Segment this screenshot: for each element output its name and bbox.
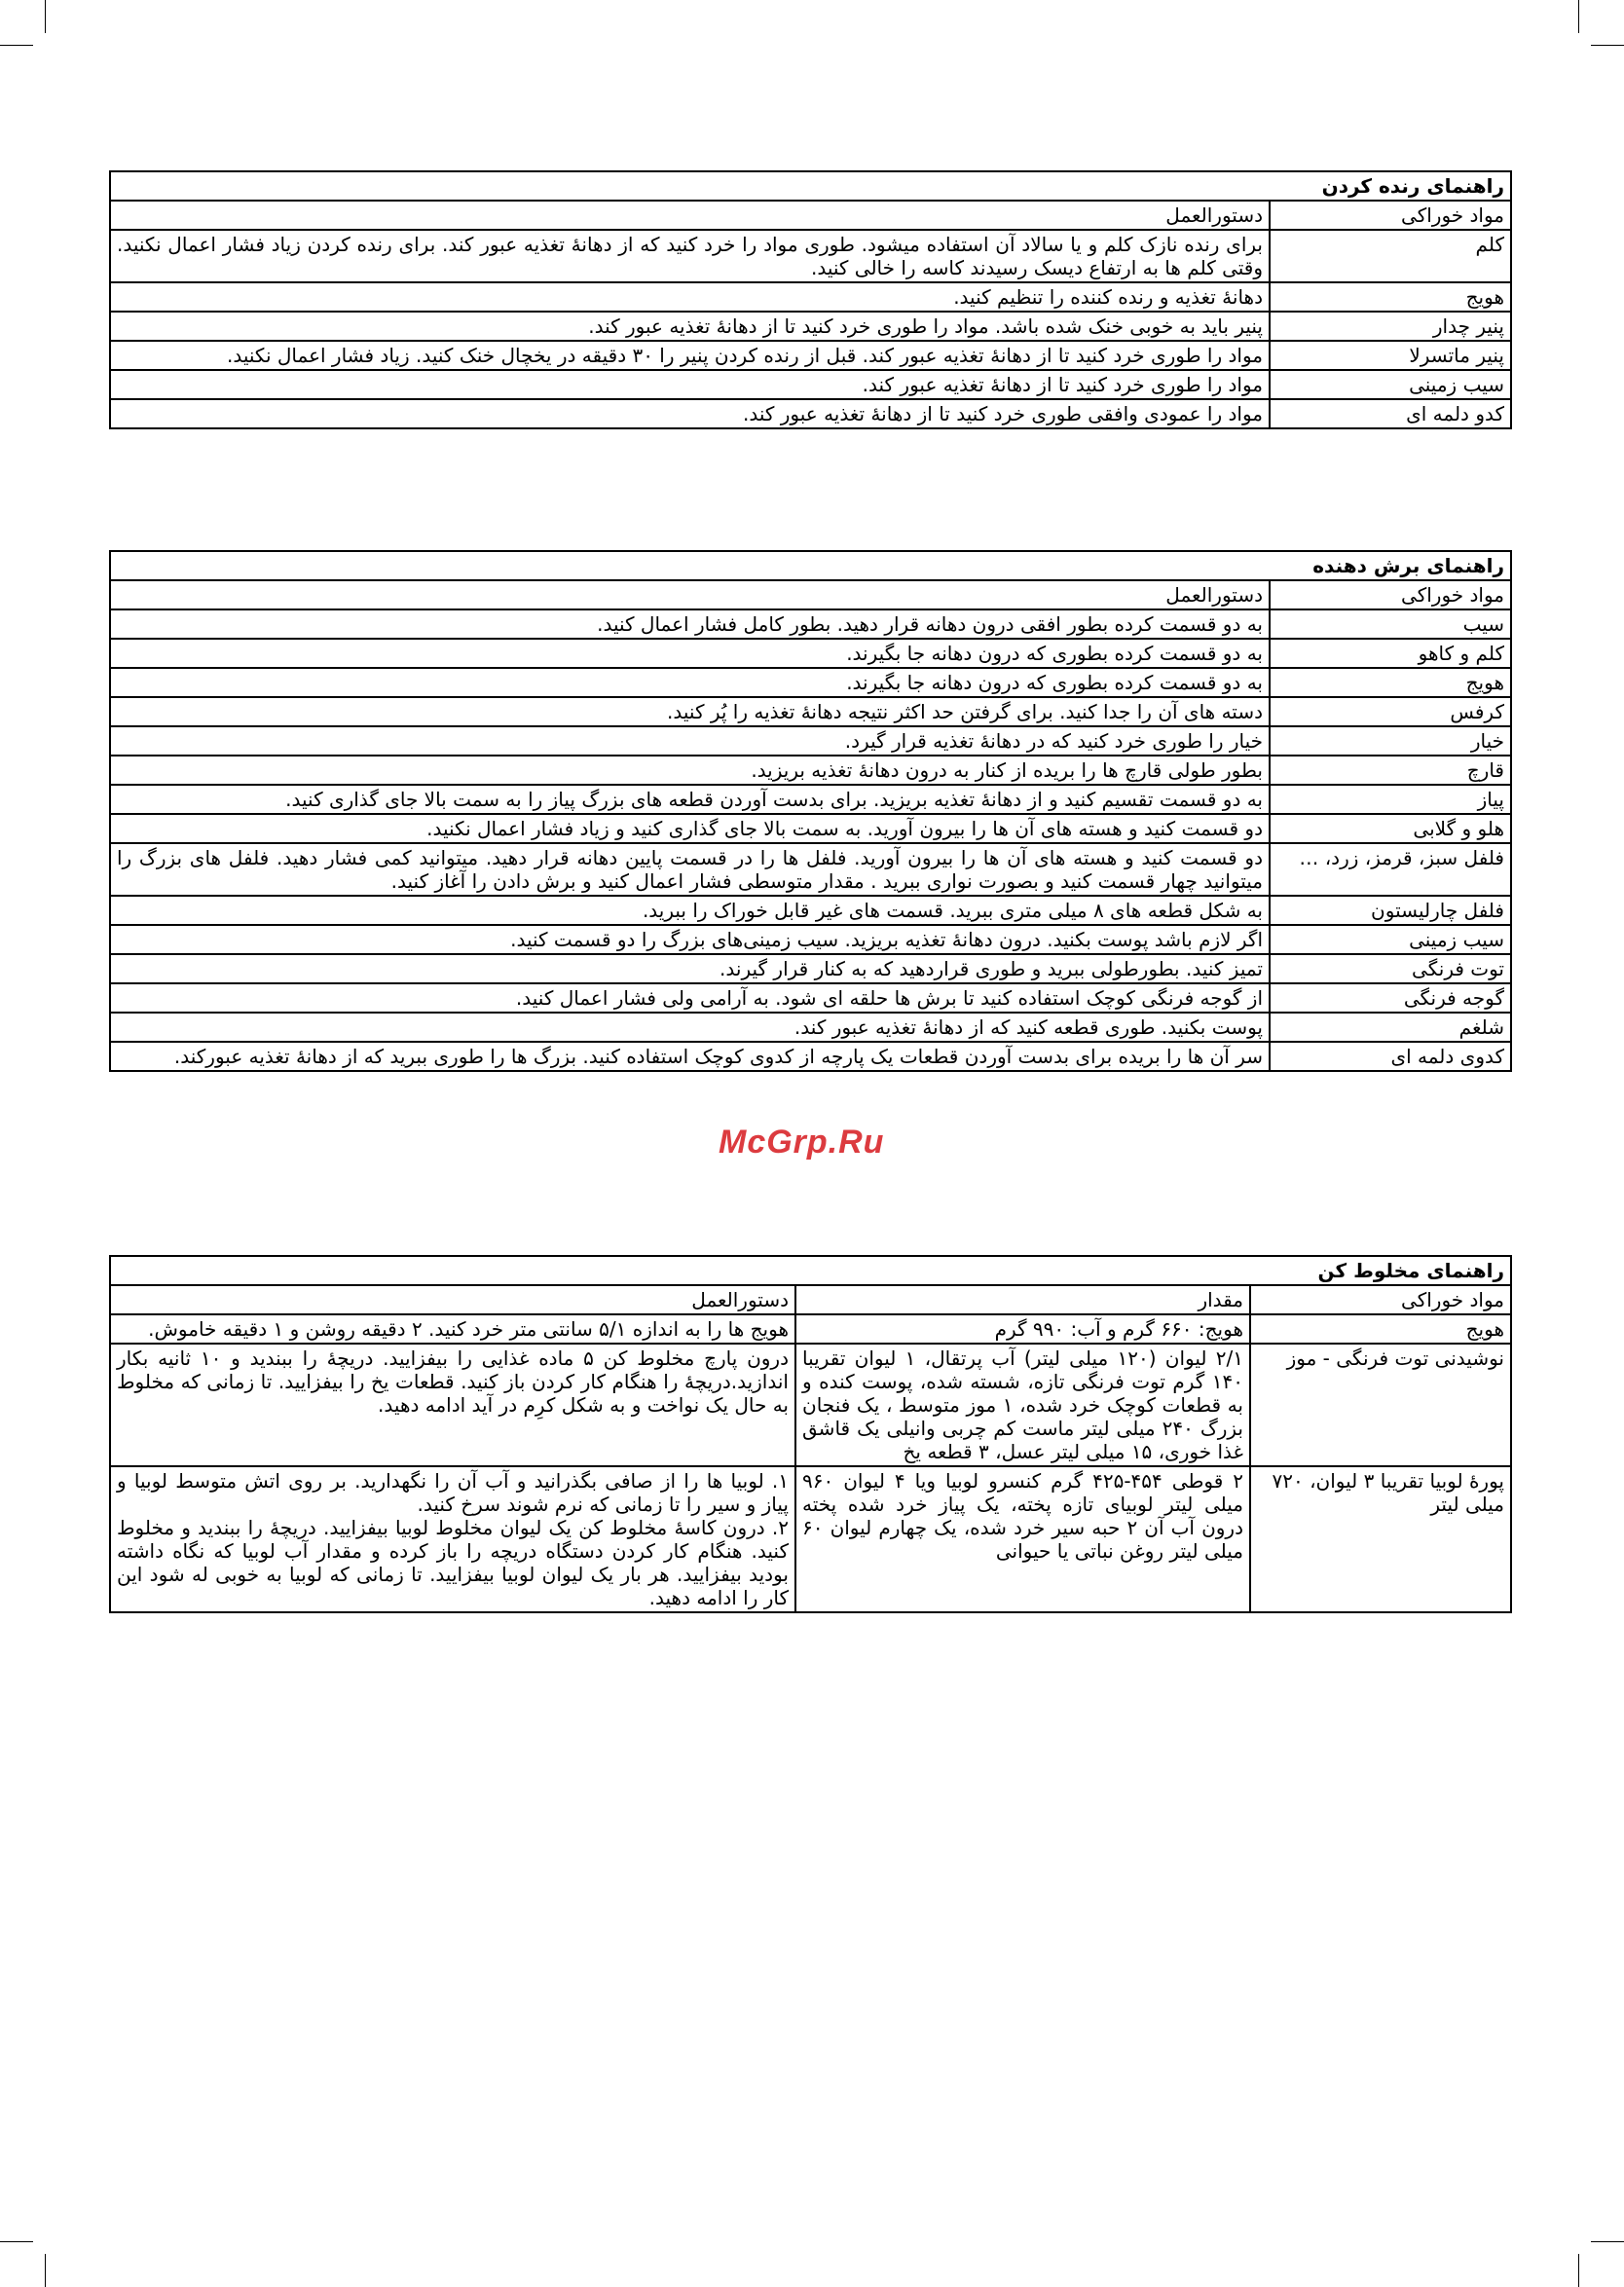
instructions-cell — [110, 1466, 795, 1612]
instructions-cell: به دو قسمت تقسیم کنید و از دهانهٔ تغذیه بریزید. برای بدست آوردن قطعه های بزرگ پیاز را به سمت بالا جای گذاری کنید. — [110, 785, 1270, 814]
food-column-header: مواد خوراکی — [1270, 580, 1511, 609]
table-row — [110, 814, 1511, 843]
table-row — [110, 983, 1511, 1013]
food-cell: نوشیدنی توت فرنگی - موز — [1250, 1344, 1511, 1466]
food-cell: سیب زمینی — [1270, 370, 1511, 399]
food-cell: کلم و کاهو — [1270, 639, 1511, 668]
food-column-header: مواد خوراکی — [1250, 1285, 1511, 1314]
food-cell: پنیر ماتسرلا — [1270, 341, 1511, 370]
food-cell: فلفل سبز، قرمز، زرد، … — [1270, 843, 1511, 896]
table-header-row — [110, 201, 1511, 230]
food-cell: سیب زمینی — [1270, 925, 1511, 954]
slicer-guide-table — [109, 550, 1512, 1072]
food-cell: هویج — [1270, 668, 1511, 697]
table-row — [110, 282, 1511, 312]
table-row — [110, 399, 1511, 428]
instructions-cell: دو قسمت کنید و هسته های آن ها را بیرون آورید. به سمت بالا جای گذاری کنید و زیاد فشار اعمال نکنید. — [110, 814, 1270, 843]
food-cell: خیار — [1270, 726, 1511, 756]
food-column-header: مواد خوراکی — [1270, 201, 1511, 230]
watermark-logo: McGrp.Ru — [719, 1124, 885, 1161]
instructions-cell: دهانهٔ تغذیه و رنده کننده را تنظیم کنید. — [110, 282, 1270, 312]
table-row — [110, 1344, 1511, 1466]
food-cell: کلم — [1270, 230, 1511, 282]
table-row — [110, 1466, 1511, 1612]
food-cell: پورهٔ لوبیا تقریبا ۳ لیوان، ۷۲۰ میلی لیتر — [1250, 1466, 1511, 1612]
crop-mark — [1591, 45, 1624, 46]
instruction-step: ۲. درون کاسهٔ مخلوط کن یک لیوان مخلوط لوبیا بیفزایید. دریچهٔ را ببندید و مخلوط کنید. هنگام کار کردن دستگاه دریچه را باز کرده و مقدار آب لوبیا که نگاه داشته بودید بیفزایید. هر بار یک لیوان لوبیا بیفزایید. تا زمانی که لوبیا به خوبی له شود این کار را ادامه دهید. — [117, 1516, 789, 1609]
food-cell: توت فرنگی — [1270, 954, 1511, 983]
food-cell: هویج — [1270, 282, 1511, 312]
table-row — [110, 726, 1511, 756]
table-row — [110, 230, 1511, 282]
crop-mark — [1578, 0, 1579, 33]
instructions-cell: مواد را طوری خرد کنید تا از دهانهٔ تغذیه عبور کند. قبل از رنده کردن پنیر را ۳۰ دقیقه در یخچال خنک کنید. زیاد فشار اعمال نکنید. — [110, 341, 1270, 370]
table-row — [110, 925, 1511, 954]
table-row — [110, 1314, 1511, 1344]
instructions-cell: به دو قسمت کرده بطوری که درون دهانه جا بگیرند. — [110, 639, 1270, 668]
food-cell: سیب — [1270, 609, 1511, 639]
instruction-step: ۱. لوبیا ها را از صافی بگذرانید و آب آن را نگهدارید. بر روی اتش متوسط لوبیا و پیاز و سیر را تا زمانی که نرم شوند سرخ کنید. — [117, 1469, 789, 1516]
amount-cell: ۲/۱ لیوان (۱۲۰ میلی لیتر) آب پرتقال، ۱ لیوان تقریبا ۱۴۰ گرم توت فرنگی تازه، شسته شده، پوست کنده و به قطعات کوچک خرد شده، ۱ موز متوسط ، یک فنجان بزرگ ۲۴۰ میلی لیتر ماست کم چربی وانیلی یک قاشق غذا خوری، ۱۵ میلی لیتر عسل، ۳ قطعه یخ — [795, 1344, 1250, 1466]
food-cell: شلغم — [1270, 1013, 1511, 1042]
instructions-cell: سر آن ها را بریده برای بدست آوردن قطعات یک پارچه از کدوی کوچک استفاده کنید. بزرگ ها را طوری ببرید که از دهانهٔ تغذیه عبورکند. — [110, 1042, 1270, 1071]
instructions-cell: تمیز کنید. بطورطولی ببرید و طوری قراردهید که به کنار قرار گیرند. — [110, 954, 1270, 983]
food-cell: کدو دلمه ای — [1270, 399, 1511, 428]
table-header-row — [110, 1285, 1511, 1314]
grater-guide-table — [109, 170, 1512, 429]
slicer-guide-title: راهنمای برش دهنده — [110, 551, 1511, 580]
instructions-cell: هویج ها را به اندازه ۵/۱ سانتی متر خرد کنید. ۲ دقیقه روشن و ۱ دقیقه خاموش. — [110, 1314, 795, 1344]
instructions-cell: پوست بکنید. طوری قطعه کنید که از دهانهٔ تغذیه عبور کند. — [110, 1013, 1270, 1042]
instructions-column-header: دستورالعمل — [110, 580, 1270, 609]
food-cell: پنیر چدار — [1270, 312, 1511, 341]
crop-mark — [0, 2241, 33, 2242]
table-row — [110, 370, 1511, 399]
table-header-row — [110, 580, 1511, 609]
grater-guide-title: راهنمای رنده کردن — [110, 171, 1511, 201]
amount-column-header: مقدار — [795, 1285, 1250, 1314]
food-cell: پیاز — [1270, 785, 1511, 814]
instructions-cell: خیار را طوری خرد کنید که در دهانهٔ تغذیه قرار گیرد. — [110, 726, 1270, 756]
instructions-cell: به دو قسمت کرده بطور افقی درون دهانه قرار دهید. بطور کامل فشار اعمال کنید. — [110, 609, 1270, 639]
table-row — [110, 639, 1511, 668]
food-cell: هلو و گلابی — [1270, 814, 1511, 843]
table-row — [110, 756, 1511, 785]
instructions-cell: اگر لازم باشد پوست بکنید. درون دهانهٔ تغذیه بریزید. سیب زمینی‌های بزرگ را دو قسمت کنید. — [110, 925, 1270, 954]
instructions-cell: دسته های آن را جدا کنید. برای گرفتن حد اکثر نتیجه دهانهٔ تغذیه را پُر کنید. — [110, 697, 1270, 726]
table-row — [110, 1042, 1511, 1071]
table-row — [110, 697, 1511, 726]
table-row — [110, 668, 1511, 697]
blender-guide-title: راهنمای مخلوط کن — [110, 1256, 1511, 1285]
table-row — [110, 1013, 1511, 1042]
instructions-cell: دو قسمت کنید و هسته های آن ها را بیرون آورید. فلفل ها را در قسمت پایین دهانه قرار دهید. میتوانید کمی فشار دهید. فلفل های بزرگ را میتوانید چهار قسمت کنید و بصورت نواری ببرید . مقدار متوسطی فشار اعمال کنید و برش دادن را آغاز کنید. — [110, 843, 1270, 896]
food-cell: قارچ — [1270, 756, 1511, 785]
table-row — [110, 896, 1511, 925]
instructions-cell: برای رنده نازک کلم و یا سالاد آن استفاده میشود. طوری مواد را خرد کنید که از دهانهٔ تغذیه عبور کند. برای رنده کردن زیاد فشار اعمال نکنید. وقتی کلم ها به ارتفاع دیسک رسیدند کاسه را خالی کنید. — [110, 230, 1270, 282]
crop-mark — [0, 45, 33, 46]
table-row — [110, 843, 1511, 896]
amount-cell: هویج: ۶۶۰ گرم و آب: ۹۹۰ گرم — [795, 1314, 1250, 1344]
crop-mark — [45, 2254, 46, 2287]
instructions-cell: بطور طولی قارچ ها را بریده از کنار به درون دهانهٔ تغذیه بریزید. — [110, 756, 1270, 785]
instructions-cell: از گوجه فرنگی کوچک استفاده کنید تا برش ها حلقه ای شود. به آرامی ولی فشار اعمال کنید. — [110, 983, 1270, 1013]
table-row — [110, 341, 1511, 370]
crop-mark — [1578, 2254, 1579, 2287]
table-row — [110, 954, 1511, 983]
amount-cell: ۲ قوطی ۴۵۴-۴۲۵ گرم کنسرو لوبیا ویا ۴ لیوان ۹۶۰ میلی لیتر لوبیای تازه پخته، یک پیاز خرد شده پخته درون آب آن ۲ حبه سیر خرد شده، یک چهارم لیوان ۶۰ میلی لیتر روغن نباتی یا حیوانی — [795, 1466, 1250, 1612]
instructions-cell: مواد را عمودی وافقی طوری خرد کنید تا از دهانهٔ تغذیه عبور کند. — [110, 399, 1270, 428]
food-cell: گوجه فرنگی — [1270, 983, 1511, 1013]
blender-guide-table — [109, 1255, 1512, 1613]
instructions-cell: به دو قسمت کرده بطوری که درون دهانه جا بگیرند. — [110, 668, 1270, 697]
instructions-cell: مواد را طوری خرد کنید تا از دهانهٔ تغذیه عبور کند. — [110, 370, 1270, 399]
food-cell: کدوی دلمه ای — [1270, 1042, 1511, 1071]
instructions-cell: پنیر باید به خوبی خنک شده باشد. مواد را طوری خرد کنید تا از دهانهٔ تغذیه عبور کند. — [110, 312, 1270, 341]
instructions-column-header: دستورالعمل — [110, 1285, 795, 1314]
food-cell: هویج — [1250, 1314, 1511, 1344]
table-row — [110, 609, 1511, 639]
table-row — [110, 312, 1511, 341]
instructions-cell: درون پارچ مخلوط کن ۵ ماده غذایی را بیفزایید. دریچهٔ را ببندید و ۱۰ ثانیه بکار اندازید.دریچهٔ را هنگام کار کردن باز کنید. قطعات یخ را بیفزایید. تا زمانی که مخلوط به حال یک نواخت و به شکل کرِم در آید ادامه دهید. — [110, 1344, 795, 1466]
food-cell: کرفس — [1270, 697, 1511, 726]
table-row — [110, 785, 1511, 814]
crop-mark — [1591, 2241, 1624, 2242]
crop-mark — [45, 0, 46, 33]
instructions-column-header: دستورالعمل — [110, 201, 1270, 230]
instructions-cell: به شکل قطعه های ۸ میلی متری ببرید. قسمت های غیر قابل خوراک را ببرید. — [110, 896, 1270, 925]
food-cell: فلفل چارلیستون — [1270, 896, 1511, 925]
